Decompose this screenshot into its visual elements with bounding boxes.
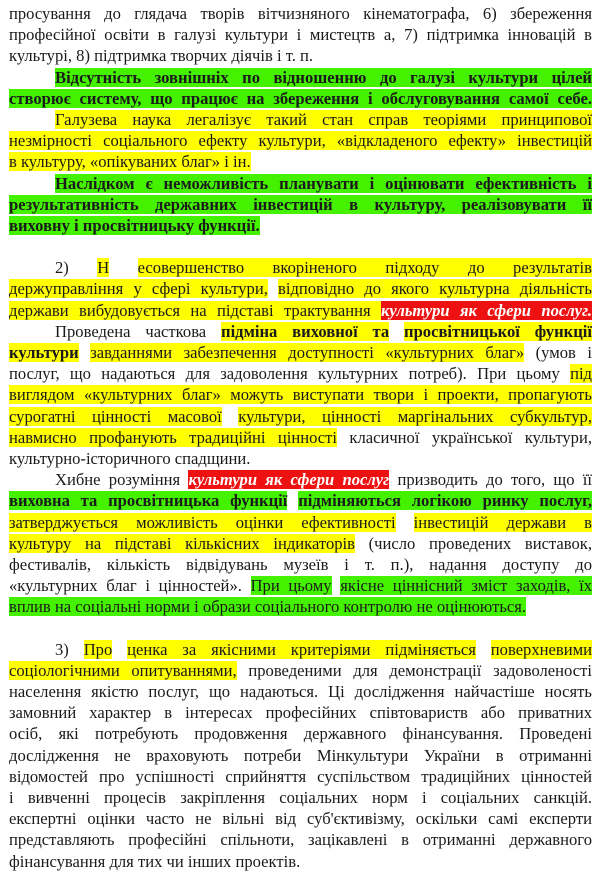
text-line [9, 194, 592, 215]
text-line [9, 384, 592, 405]
text-line [9, 851, 592, 872]
text-line [9, 490, 592, 511]
text-segment: послуг, що надаються для задоволення культурних потреб). При цьому [9, 364, 571, 384]
text-segment: (число проведених виставок, [354, 533, 592, 553]
text-line [9, 829, 592, 850]
highlight-yellow: культури [9, 343, 79, 362]
text-segment: відомостей про успішності сприйняття суспільством традиційних цінностей [9, 766, 592, 786]
text-segment: культурі, 8) підтримка творчих діячів і т. п. [9, 46, 314, 66]
highlight-yellow: поверхневими [490, 639, 592, 659]
highlight-yellow: соціологічними опитуваннями, [9, 660, 237, 680]
highlight-green: створює систему, що працює на збереження і обслуговування самої себе. [9, 88, 592, 108]
highlight-yellow: завданнями забезпечення доступності «культурних благ» [90, 343, 525, 362]
text-line [9, 575, 592, 596]
text-line [9, 660, 592, 681]
text-line [9, 745, 592, 766]
highlight-yellow: культури, цінності маргінальних субкультур, [238, 406, 592, 426]
text-line [9, 45, 592, 66]
text-line [9, 639, 592, 660]
highlight-yellow: держуправління у сфері культури, [9, 279, 268, 299]
text-line [9, 109, 592, 130]
text-segment: представляють професійні спільноти, зацікавлені в отриманні державного [9, 830, 592, 850]
highlight-yellow: культуру на підставі кількісних індикаторів [9, 533, 355, 553]
text-segment: (умов і [524, 343, 592, 362]
paragraph-substitution [9, 321, 592, 469]
text-segment: і вивченні процесів закріплення соціальних норм і соціальних санкцій. [9, 787, 592, 807]
highlight-green: Наслідком є неможливість планувати і оцінювати ефективність і [55, 173, 592, 193]
text-segment: фестивалів, кількість відвідувань музеїв і т. п.), надання доступу до [9, 554, 592, 574]
highlight-red: культури як сфери послуг [188, 470, 390, 490]
paragraph-point-3 [9, 639, 592, 872]
highlight-yellow: Н [97, 258, 110, 278]
text-line [9, 173, 592, 194]
text-segment: «культурних благ і цінностей». [9, 576, 251, 596]
text-line [9, 766, 592, 787]
text-line [9, 448, 592, 469]
text-line [9, 88, 592, 109]
highlight-green: виховна та просвітницька функції [9, 491, 288, 511]
highlight-yellow: Про [83, 639, 113, 659]
list-number: 3) [55, 639, 84, 659]
highlight-green: Відсутність зовнішніх по відношенню до галузі культури цілей [55, 67, 592, 87]
text-segment: осіб, які потребують продовження державного фінансування. Проведені [9, 724, 592, 744]
text-segment: призводить до того, що її [389, 470, 592, 490]
text-line [9, 808, 592, 829]
text-segment: дослідження не враховують потреби Мінкультури України в отриманні [9, 745, 592, 765]
paragraph-list-continuation [9, 3, 592, 67]
highlight-yellow: сурогатні цінності масової [9, 406, 222, 426]
text-line [9, 427, 592, 448]
text-segment: замовний характер в інтересах професійних співтовариств або приватних [9, 703, 592, 723]
paragraph-highlighted-green [9, 67, 592, 109]
text-segment: експертні оцінки часто не вільні від суб'єктивізму, оскільки самі експерти [9, 809, 592, 829]
text-line [9, 321, 592, 342]
text-line [9, 151, 592, 172]
text-segment: професійної освіти в галузі культури і мистецтв а, 7) підтримка інновацій в [9, 25, 592, 45]
highlight-yellow: виглядом «культурних благ» можуть виступати твори і проекти, пропагують [9, 385, 592, 405]
text-line [9, 596, 592, 617]
text-line [9, 702, 592, 723]
highlight-yellow: навмисно профанують традиційні цінності [9, 427, 338, 447]
text-segment: фінансування для тих чи інших проектів. [9, 851, 301, 871]
list-number: 2) [55, 258, 98, 278]
text-segment: проведеними для демонстрації задоволеності [236, 660, 592, 680]
text-segment: Хибне розуміння [55, 470, 189, 490]
text-line [9, 723, 592, 744]
text-line [9, 130, 592, 151]
paragraph-highlighted-yellow [9, 109, 592, 173]
text-line [9, 681, 592, 702]
text-segment: просування до глядача творів вітчизняного кінематографа, 6) збереження [9, 4, 592, 23]
text-line [9, 469, 592, 490]
text-line [9, 3, 592, 24]
text-segment: Проведена часткова [55, 321, 222, 341]
text-line [9, 363, 592, 384]
text-line [9, 300, 592, 321]
paragraph-highlighted-green [9, 173, 592, 237]
text-line [9, 67, 592, 88]
text-line [9, 257, 592, 278]
highlight-green: При цьому [250, 576, 332, 596]
paragraph-point-2 [9, 257, 592, 321]
text-segment: культурно-історичного спадщини. [9, 448, 251, 468]
highlight-yellow: затверджується можливість оцінки ефективності [9, 512, 396, 532]
text-line [9, 554, 592, 575]
highlight-yellow: підміна виховної та [221, 321, 390, 341]
highlight-red: культури як сфери послуг. [381, 300, 592, 320]
highlight-green: підміняються логікою ринку послуг, [298, 491, 592, 511]
highlight-yellow: есовершенство вкоріненого підходу до результатів [137, 258, 592, 278]
highlight-green: результативність державних інвестицій в культуру, реалізовувати її [9, 194, 592, 214]
text-line [9, 342, 592, 363]
blank-line [9, 236, 592, 257]
text-line [9, 512, 592, 533]
highlight-yellow: держави вибудовується на підставі трактування [9, 300, 381, 320]
text-line [9, 278, 592, 299]
highlight-green: виховну і просвітницьку функції. [9, 215, 260, 235]
highlight-yellow: незмірності соціального ефекту культури, «відкладеного ефекту» інвестицій [9, 131, 592, 151]
highlight-yellow: просвітницької функції [404, 321, 592, 341]
highlight-green: якісне ціннісний зміст заходів, їх [340, 576, 593, 596]
text-line [9, 406, 592, 427]
highlight-yellow: під [570, 364, 592, 384]
paragraph-misunderstanding [9, 469, 592, 617]
text-line [9, 215, 592, 236]
highlight-yellow: інвестицій держави в [413, 512, 592, 532]
text-line [9, 24, 592, 45]
highlight-yellow: ценка за якісними критеріями підміняється [127, 639, 476, 659]
highlight-yellow: в культуру, «опікуваних благ» і ін. [9, 152, 251, 172]
highlight-yellow: відповідно до якого культурна діяльність [278, 279, 592, 299]
blank-line [9, 617, 592, 638]
text-line [9, 533, 592, 554]
text-segment: населення якістю послуг, що надаються. Ці дослідження найчастіше носять [9, 682, 592, 701]
text-line [9, 787, 592, 808]
highlight-yellow: Галузева наука легалізує такий стан справ теоріями принципової [55, 109, 592, 129]
highlight-green: вплив на соціальні норми і образи соціального контролю не оцінюються. [9, 597, 527, 617]
text-segment: класичної української культури, [337, 427, 592, 447]
